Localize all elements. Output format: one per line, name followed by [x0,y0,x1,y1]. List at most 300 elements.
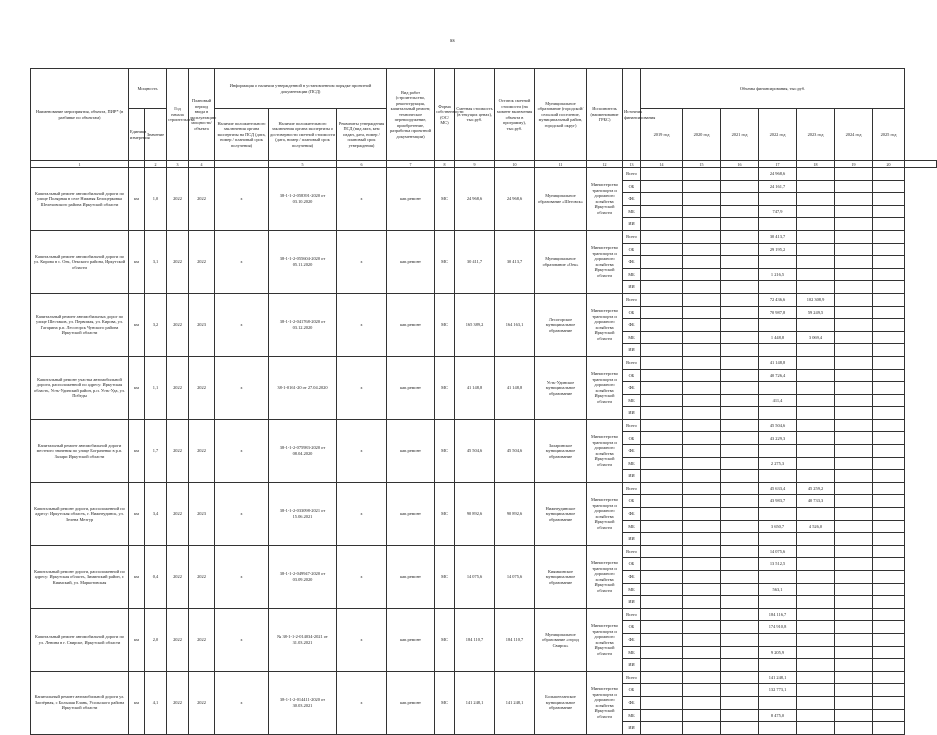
funding-2021 [721,230,759,243]
funding-2021 [721,268,759,281]
source-label: МБ [623,457,641,470]
funding-2024 [835,243,873,256]
funding-2019 [641,684,683,697]
funding-2023 [797,256,835,269]
row-unit: км [129,545,145,608]
funding-2022: 30 413,7 [759,230,797,243]
funding-2021 [721,419,759,432]
funding-2022 [759,218,797,231]
funding-2019 [641,696,683,709]
funding-2024 [835,533,873,546]
column-number: 20 [873,161,905,168]
column-number [905,161,937,168]
funding-2022: 1 448,8 [759,331,797,344]
row-feasibility: № 38-1-1-2-014034-2021 от 31.03.2021 [269,608,337,671]
funding-2023 [797,319,835,332]
funding-2024 [835,520,873,533]
funding-2021 [721,331,759,344]
funding-2022: 43 229,3 [759,432,797,445]
table-row [31,293,937,306]
funding-2021 [721,281,759,294]
row-remaining: 30 413,7 [495,230,535,293]
funding-2024 [835,218,873,231]
funding-2022: 70 987,8 [759,306,797,319]
funding-2019 [641,419,683,432]
source-label: ОБ [623,180,641,193]
funding-2022 [759,319,797,332]
row-remaining: 141 248,1 [495,671,535,734]
funding-2020 [683,696,721,709]
source-label: ФБ [623,633,641,646]
source-label: Всего [623,419,641,432]
funding-2022 [759,696,797,709]
funding-2023 [797,696,835,709]
row-work-type: кап.ремонт [387,482,435,545]
funding-2025 [873,407,905,420]
funding-2021 [721,533,759,546]
funding-2019 [641,356,683,369]
funding-2021 [721,445,759,458]
row-cost: 45 504,6 [455,419,495,482]
funding-2021 [721,571,759,584]
funding-2023 [797,470,835,483]
row-municipality: Муниципальное образование «Шеговск» [535,168,587,231]
row-year-start: 2022 [167,356,189,419]
column-number: 6 [337,161,387,168]
source-label: Всего [623,482,641,495]
source-label: ФБ [623,696,641,709]
funding-2024 [835,319,873,332]
row-approval: х [337,168,387,231]
column-number: 17 [759,161,797,168]
funding-2025 [873,180,905,193]
header-source: Источник финансирования [623,69,641,161]
funding-2020 [683,709,721,722]
funding-2022: 2 275,3 [759,457,797,470]
table-row [31,608,937,621]
funding-2023 [797,508,835,521]
funding-2024 [835,696,873,709]
funding-2020 [683,293,721,306]
column-number: 16 [721,161,759,168]
funding-2021 [721,495,759,508]
table-row [31,671,937,684]
funding-2019 [641,205,683,218]
funding-2019 [641,218,683,231]
funding-2019 [641,470,683,483]
header-executor: Исполнитель (наименование ГРБС) [587,69,623,161]
funding-2023 [797,344,835,357]
row-year-start: 2022 [167,419,189,482]
column-number: 9 [455,161,495,168]
funding-2025 [873,218,905,231]
row-value: 1,1 [145,356,167,419]
funding-2023 [797,168,835,181]
funding-2025 [873,243,905,256]
funding-2023: 40 733,3 [797,495,835,508]
row-unit: км [129,356,145,419]
row-value: 3,4 [145,482,167,545]
row-executor: Министерство транспорта и дорожного хозяйства Иркутской области [587,293,623,356]
row-feasibility: 38-1-0161-20 от 27.04.2020 [269,356,337,419]
header-year: 2019 год [641,109,683,161]
funding-2024 [835,432,873,445]
funding-2020 [683,331,721,344]
row-unit: км [129,419,145,482]
source-label: ФБ [623,319,641,332]
funding-2025 [873,394,905,407]
column-number: 5 [269,161,337,168]
funding-2023 [797,571,835,584]
funding-2025 [873,281,905,294]
funding-2023 [797,445,835,458]
funding-2022 [759,596,797,609]
funding-2019 [641,659,683,672]
row-remaining: 184 110,7 [495,608,535,671]
funding-2021 [721,621,759,634]
row-cost: 24 968,6 [455,168,495,231]
funding-2025 [873,545,905,558]
funding-2021 [721,633,759,646]
funding-2020 [683,633,721,646]
row-feasibility: 38-1-1-2-033098-2021 от 15.06.2021 [269,482,337,545]
source-label: ОБ [623,306,641,319]
row-expertise: х [215,230,269,293]
funding-2020 [683,533,721,546]
funding-2021 [721,470,759,483]
header-year: 2024 год [835,109,873,161]
row-ownership: МС [435,356,455,419]
funding-2022: 132 773,1 [759,684,797,697]
source-label: Всего [623,230,641,243]
funding-2025 [873,684,905,697]
funding-2021 [721,583,759,596]
source-label: Всего [623,168,641,181]
row-approval: х [337,419,387,482]
row-unit: км [129,168,145,231]
row-work-type: кап.ремонт [387,608,435,671]
funding-2020 [683,520,721,533]
funding-2024 [835,608,873,621]
header-year-start: Год начала строительства [167,69,189,161]
header-expertise: Наличие положительного заключения органа экспертизы на ПСД (дата, номер / плановый срок получения) [215,109,269,161]
funding-2019 [641,382,683,395]
row-work-type: кап.ремонт [387,671,435,734]
funding-2024 [835,482,873,495]
funding-2023 [797,684,835,697]
funding-2019 [641,646,683,659]
funding-2020 [683,457,721,470]
funding-2020 [683,369,721,382]
source-label: МБ [623,268,641,281]
row-work-type: кап.ремонт [387,293,435,356]
row-approval: х [337,608,387,671]
row-value: 1,0 [145,168,167,231]
funding-2020 [683,571,721,584]
funding-2023: 45 259,2 [797,482,835,495]
funding-2021 [721,394,759,407]
row-expertise: х [215,293,269,356]
funding-2024 [835,659,873,672]
funding-2024 [835,596,873,609]
funding-2025 [873,633,905,646]
row-unit: км [129,608,145,671]
funding-2025 [873,495,905,508]
funding-2021 [721,709,759,722]
funding-2020 [683,470,721,483]
funding-2023 [797,621,835,634]
funding-2021 [721,344,759,357]
funding-2024 [835,571,873,584]
row-approval: х [337,671,387,734]
funding-2024 [835,230,873,243]
funding-2023 [797,608,835,621]
row-executor: Министерство транспорта и дорожного хозяйства Иркутской области [587,545,623,608]
funding-2020 [683,243,721,256]
row-name: Капитальный ремонт дороги, расположенной по адресу: Иркутская область, г. Нижнеудинск, ул. Зелена Мезгур [31,482,129,545]
row-year-start: 2022 [167,230,189,293]
funding-2022: 1 216,5 [759,268,797,281]
funding-2023 [797,193,835,206]
funding-2024 [835,709,873,722]
funding-2025 [873,671,905,684]
funding-2021 [721,243,759,256]
funding-2025 [873,482,905,495]
funding-2025 [873,533,905,546]
funding-2021 [721,457,759,470]
funding-2025 [873,344,905,357]
source-label: Всего [623,608,641,621]
funding-2019 [641,268,683,281]
funding-2020 [683,419,721,432]
funding-2019 [641,445,683,458]
funding-2021 [721,180,759,193]
funding-2024 [835,621,873,634]
source-label: ОБ [623,432,641,445]
funding-2024 [835,633,873,646]
funding-2021 [721,696,759,709]
column-number [129,161,145,168]
row-municipality: Муниципальное образование «Оек» [535,230,587,293]
funding-2019 [641,331,683,344]
funding-2019 [641,508,683,521]
funding-2023 [797,671,835,684]
row-work-type: кап.ремонт [387,545,435,608]
funding-2019 [641,482,683,495]
funding-2024 [835,168,873,181]
row-value: 0,4 [145,545,167,608]
row-ownership: МС [435,608,455,671]
source-label: МБ [623,583,641,596]
column-number: 7 [387,161,435,168]
funding-2022: 747,9 [759,205,797,218]
funding-2021 [721,482,759,495]
funding-2019 [641,558,683,571]
funding-2022 [759,659,797,672]
row-year-start: 2022 [167,671,189,734]
row-feasibility: 38-1-1-2-049947-2020 от 03.09.2020 [269,545,337,608]
funding-2019 [641,306,683,319]
funding-2024 [835,419,873,432]
funding-2025 [873,558,905,571]
row-work-type: кап.ремонт [387,168,435,231]
funding-2022: 29 195,2 [759,243,797,256]
funding-2022: 8 475,0 [759,709,797,722]
funding-2019 [641,571,683,584]
row-year-start: 2022 [167,293,189,356]
funding-2024 [835,583,873,596]
row-remaining: 24 968,6 [495,168,535,231]
funding-2020 [683,319,721,332]
row-name: Капитальный ремонт автомобильной дороги по ул. Кирова в с. Оек, Оекского района, Иркутской области [31,230,129,293]
column-number: 12 [587,161,623,168]
row-feasibility: 38-1-1-2-055604-2020 от 05.11.2020 [269,230,337,293]
funding-2021 [721,382,759,395]
funding-2023 [797,545,835,558]
funding-2019 [641,722,683,735]
row-work-type: кап.ремонт [387,356,435,419]
row-municipality: Большееланское муниципальное образование [535,671,587,734]
source-label: Всего [623,293,641,306]
row-year-end: 2022 [189,356,215,419]
table-row [31,230,937,243]
row-year-end: 2022 [189,545,215,608]
funding-2024 [835,545,873,558]
row-remaining: 90 892,6 [495,482,535,545]
row-executor: Министерство транспорта и дорожного хозяйства Иркутской области [587,671,623,734]
funding-2022: 411,4 [759,394,797,407]
funding-2022: 13 512,5 [759,558,797,571]
funding-2022 [759,193,797,206]
funding-2019 [641,432,683,445]
row-feasibility: 38-1-1-2-041768-2020 от 03.12.2020 [269,293,337,356]
funding-2019 [641,369,683,382]
funding-2021 [721,319,759,332]
header-feasibility: Наличие положительного заключения органа экспертизы о достоверности сметной стоимости (дата, номер / плановый срок получения) [269,109,337,161]
funding-2021 [721,596,759,609]
funding-2024 [835,306,873,319]
funding-2025 [873,608,905,621]
funding-2019 [641,243,683,256]
funding-2025 [873,382,905,395]
row-year-end: 2022 [189,230,215,293]
funding-2020 [683,722,721,735]
funding-2025 [873,256,905,269]
funding-2020 [683,205,721,218]
row-approval: х [337,356,387,419]
row-executor: Министерство транспорта и дорожного хозяйства Иркутской области [587,168,623,231]
row-cost: 90 892,6 [455,482,495,545]
funding-2023 [797,369,835,382]
funding-2025 [873,193,905,206]
source-label: ФБ [623,193,641,206]
funding-2025 [873,571,905,584]
funding-2020 [683,445,721,458]
row-remaining: 14 075,6 [495,545,535,608]
source-label: ИИ [623,722,641,735]
column-number: 1 [31,161,129,168]
funding-2021 [721,508,759,521]
funding-2022: 45 633,4 [759,482,797,495]
row-remaining: 41 148,8 [495,356,535,419]
funding-2019 [641,596,683,609]
funding-2025 [873,445,905,458]
funding-2023 [797,432,835,445]
row-ownership: МС [435,168,455,231]
funding-2020 [683,356,721,369]
row-name: Капитальный ремонт автомобильной дороги местного значения по улице Бограченко в р.п. Залари Иркутской области [31,419,129,482]
page-number: ss [450,38,455,44]
column-number: 8 [435,161,455,168]
funding-2023 [797,596,835,609]
funding-2019 [641,533,683,546]
funding-2020 [683,193,721,206]
funding-2021 [721,659,759,672]
funding-2020 [683,268,721,281]
funding-2022: 24 968,6 [759,168,797,181]
funding-2022 [759,344,797,357]
row-cost: 165 389,2 [455,293,495,356]
column-number: 11 [535,161,587,168]
source-label: ОБ [623,243,641,256]
funding-2019 [641,608,683,621]
funding-2020 [683,608,721,621]
funding-2021 [721,205,759,218]
table-row [31,356,937,369]
funding-2020 [683,230,721,243]
funding-2023 [797,659,835,672]
row-work-type: кап.ремонт [387,230,435,293]
row-remaining: 164 163,1 [495,293,535,356]
funding-2024 [835,256,873,269]
row-cost: 30 411,7 [455,230,495,293]
funding-2024 [835,193,873,206]
funding-2024 [835,407,873,420]
funding-2023 [797,533,835,546]
row-value: 4,1 [145,671,167,734]
row-approval: х [337,230,387,293]
header-row [31,69,937,109]
row-expertise: х [215,608,269,671]
funding-2022 [759,508,797,521]
funding-2024 [835,646,873,659]
row-executor: Министерство транспорта и дорожного хозяйства Иркутской области [587,608,623,671]
source-label: Всего [623,671,641,684]
funding-2020 [683,671,721,684]
funding-2023: 102 308,9 [797,293,835,306]
funding-2022 [759,533,797,546]
funding-2020 [683,432,721,445]
row-municipality: Заларинское муниципальное образование [535,419,587,482]
funding-2025 [873,621,905,634]
funding-2022 [759,281,797,294]
column-number: 4 [189,161,215,168]
funding-2020 [683,482,721,495]
funding-2025 [873,319,905,332]
header-remaining: Остаток сметной стоимости (на момент включения объекта в программу), тыс.руб. [495,69,535,161]
row-ownership: МС [435,419,455,482]
funding-2022: 174 910,8 [759,621,797,634]
row-cost: 141 248,1 [455,671,495,734]
header-capacity: Мощность [129,69,167,109]
funding-2022: 45 504,6 [759,419,797,432]
funding-2023 [797,230,835,243]
source-label: ОБ [623,558,641,571]
row-expertise: х [215,168,269,231]
funding-2025 [873,520,905,533]
header-value: Значение [145,109,167,161]
header-work-type: Вид работ (строительство, реконструкция, капитальный ремонт, техническое перевооружение, приобретение, разработка проектной документации) [387,69,435,161]
